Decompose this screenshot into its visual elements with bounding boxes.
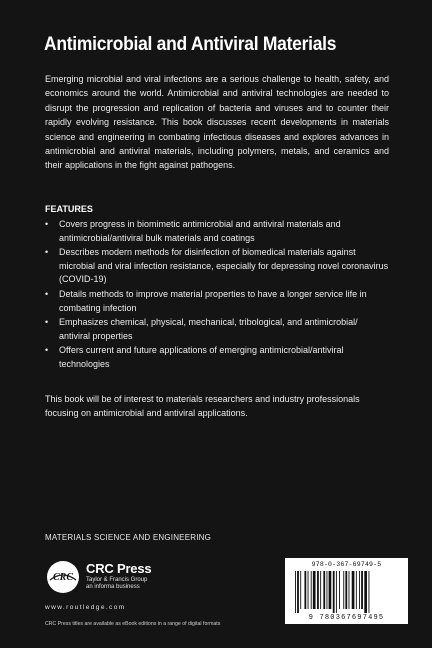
feature-text: Details methods to improve material properties to have a longer service life in combating infection [59,288,367,313]
feature-item [45,316,390,343]
barcode [285,558,408,624]
isbn-first-digit: 9 [308,614,315,622]
feature-item [45,288,390,315]
series-name: MATERIALS SCIENCE AND ENGINEERING [45,533,212,542]
barcode-bar [327,571,328,609]
barcode-bar [295,571,296,613]
barcode-bar [300,571,301,609]
barcode-bars [293,571,400,613]
publisher-brand [86,562,151,591]
barcode-bar [349,571,350,609]
bullet-icon: • [45,288,49,299]
barcode-bar [345,571,347,609]
feature-text: Covers progress in biomimetic antimicrobial and antiviral materials and antimicrobial/antiviral bulk materials and coatings [59,219,341,243]
feature-item [45,246,390,287]
crc-logo-icon [46,560,80,594]
barcode-bar [308,571,309,609]
barcode-bar [352,571,355,609]
bullet-icon: • [45,345,49,356]
barcode-bar [333,571,335,613]
barcode-bar [320,571,321,609]
bullet-icon: • [45,317,49,328]
feature-text: Offers current and future applications of emerging antimicrobial/antiviral technologies [59,345,344,369]
feature-text: Describes modern methods for disinfection of biomedical materials against microbial and viral infection resistance, especially for depressing novel coronavirus (COVID-19) [59,247,389,285]
barcode-bar [311,571,312,609]
isbn-label: 978-0-367-69749-5 [311,561,382,568]
bullet-icon: • [45,219,49,229]
feature-text: Emphasizes chemical, physical, mechanical, tribological, and antimicrobial/ antiviral properties [59,317,358,341]
publisher-logo [46,560,216,600]
isbn-rest-digits: 780367697495 [319,614,385,622]
barcode-bar [336,571,337,613]
publisher-business: an informa business [86,584,140,590]
publisher-group: Taylor & Francis Group [86,577,148,583]
barcode-bar [339,571,340,609]
book-title: Antimicrobial and Antiviral Materials [44,34,337,55]
book-description: Emerging microbial and viral infections are a serious challenge to health, safety, and economics around the world. Antimicrobial and antiviral technologies are needed to disrupt the progression and replication of bacteria and viruses and to counter their rapidly evolving resistance. This book discusses recent developments in materials science and engineering in combating infectious diseases and explores advances in antimicrobial and antiviral materials, including polymers, metals, and ceramics and their applications in the fight against pathogens. [45,74,389,171]
barcode-bar [361,571,363,609]
closing-paragraph: This book will be of interest to materials researchers and industry professionals focusing on antimicrobial and antiviral applications. [45,394,360,419]
isbn-digits [285,614,408,622]
feature-item [45,218,390,245]
barcode-bar [304,571,306,609]
barcode-bar [323,571,325,609]
barcode-bar [317,571,319,609]
barcode-bar [313,571,316,609]
barcode-bar [359,571,360,609]
barcode-bar [329,571,332,609]
logo-text: CRC [52,572,74,583]
barcode-bar [364,571,367,613]
features-heading: FEATURES [45,204,93,214]
publisher-name: CRC Press [86,561,152,576]
bullet-icon: • [45,247,49,258]
barcode-bar [356,571,357,609]
website-link[interactable]: www.routledge.com [45,604,126,611]
features-list [45,218,390,373]
ebook-note: CRC Press titles are available as eBook editions in a range of digital formats [45,621,221,627]
feature-item [45,344,390,371]
barcode-bar [369,571,370,613]
barcode-bar [297,571,299,613]
barcode-bar [343,571,344,609]
